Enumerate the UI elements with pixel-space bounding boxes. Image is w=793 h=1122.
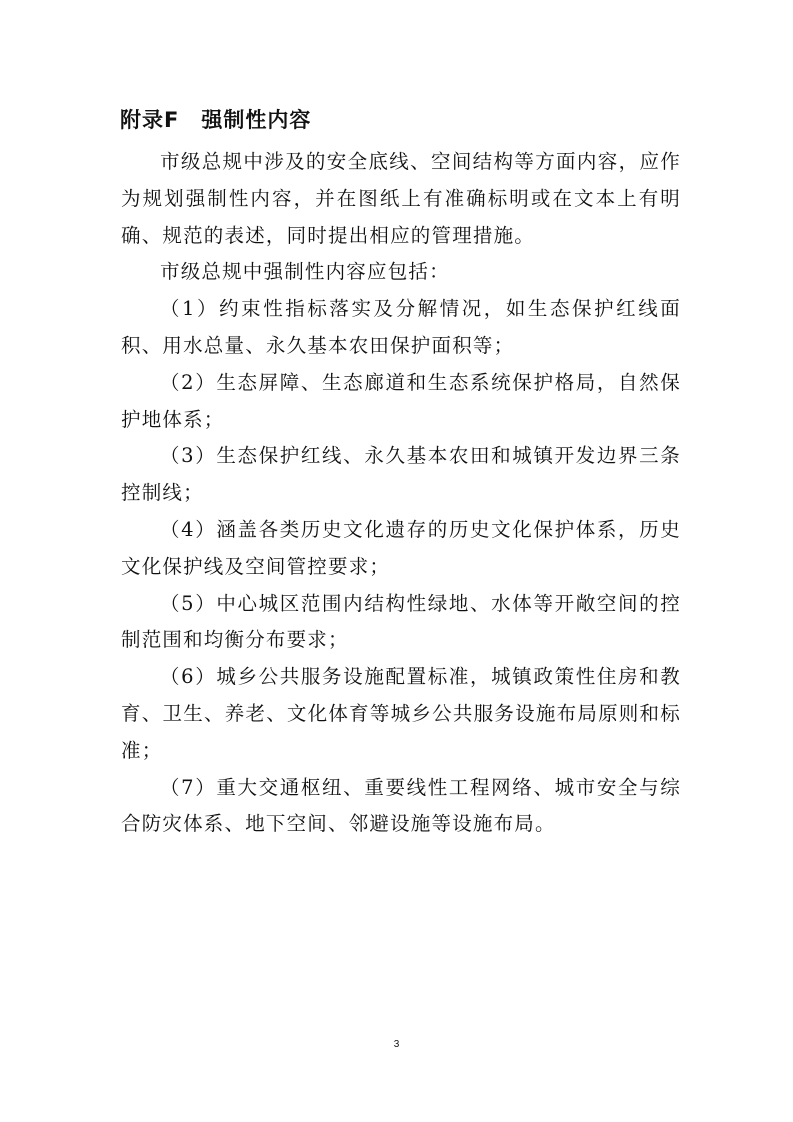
document-body	[121, 144, 681, 843]
list-item-1: （1）约束性指标落实及分解情况，如生态保护红线面积、用水总量、永久基本农田保护面积等；	[121, 297, 681, 357]
list-item-2: （2）生态屏障、生态廊道和生态系统保护格局，自然保护地体系；	[121, 370, 681, 431]
list-intro-paragraph: 市级总规中强制性内容应包括：	[160, 260, 450, 284]
list-item-3: （3）生态保护红线、永久基本农田和城镇开发边界三条控制线；	[121, 444, 681, 505]
list-item-6: （6）城乡公共服务设施配置标准，城镇政策性住房和教育、卫生、养老、文化体育等城乡公共服务设施布局原则和标准；	[121, 665, 681, 762]
list-item-5: （5）中心城区范围内结构性绿地、水体等开敞空间的控制范围和均衡分布要求；	[121, 591, 681, 652]
appendix-heading	[120, 104, 311, 134]
appendix-title: 强制性内容	[201, 108, 312, 132]
page-number: 3	[393, 1039, 400, 1050]
list-item-7: （7）重大交通枢纽、重要线性工程网络、城市安全与综合防灾体系、地下空间、邻避设施等设施布局。	[121, 775, 681, 836]
intro-paragraph: 市级总规中涉及的安全底线、空间结构等方面内容，应作为规划强制性内容，并在图纸上有准确标明或在文本上有明确、规范的表述，同时提出相应的管理措施。	[121, 150, 681, 247]
appendix-label: 附录F	[120, 108, 180, 132]
list-item-4: （4）涵盖各类历史文化遗存的历史文化保护体系，历史文化保护线及空间管控要求；	[121, 517, 681, 578]
